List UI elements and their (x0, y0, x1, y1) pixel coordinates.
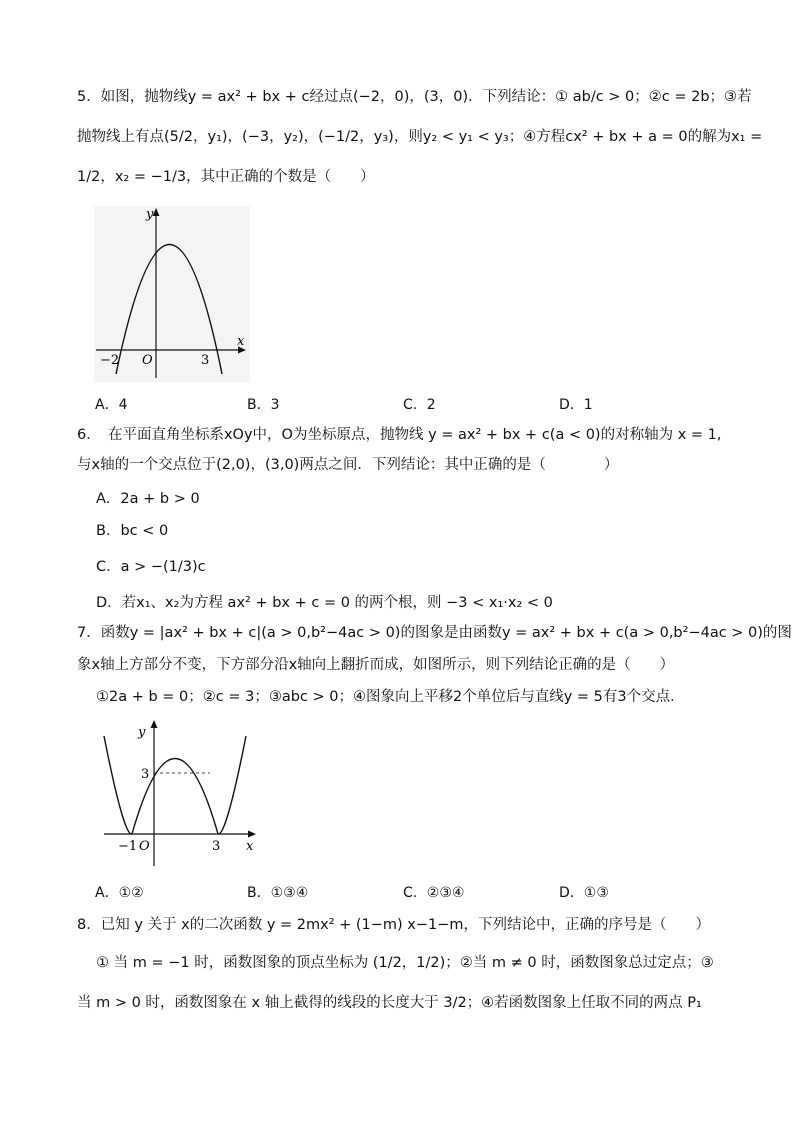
q7-line-2: 象x轴上方部分不变，下方部分沿x轴向上翻折而成，如图所示，则下列结论正确的是（ ） (77, 657, 675, 673)
q7-right-root-label: 3 (212, 839, 221, 854)
q6-option-c[interactable]: C．a > −(1/3)c (96, 559, 206, 575)
q6-line-1: 6． 在平面直角坐标系xOy中，O为坐标原点，抛物线 y = ax² + bx + c(a < 0)的对称轴为 x = 1, (77, 427, 722, 443)
q6-option-d[interactable]: D．若x₁、x₂为方程 ax² + bx + c = 0 的两个根，则 −3 < x₁·x₂ < 0 (96, 595, 553, 611)
q7-x-axis-arrow (248, 831, 256, 838)
q7-line-1: 7．函数y = |ax² + bx + c|(a > 0,b²−4ac > 0)的图象是由函数y = ax² + bx + c(a > 0,b²−4ac > 0)的图 (77, 625, 792, 641)
q7-y-intercept-label: 3 (141, 767, 150, 782)
q5-origin-label: O (142, 353, 153, 368)
q7-left-root-label: −1 (118, 839, 138, 854)
q8-line-2: ① 当 m = −1 时，函数图象的顶点坐标为 (1/2，1/2)；②当 m ≠ 0 时，函数图象总过定点；③ (96, 955, 714, 971)
q7-x-label: x (246, 839, 254, 854)
q5-option-b[interactable]: B．3 (247, 397, 280, 413)
q5-option-d[interactable]: D．1 (559, 397, 593, 413)
q8-line-3: 当 m > 0 时，函数图象在 x 轴上截得的线段的长度大于 3/2；④若函数图象上任取不同的两点 P₁ (77, 995, 702, 1011)
q6-option-b[interactable]: B．bc < 0 (96, 523, 169, 539)
q6-line-2: 与x轴的一个交点位于(2,0)，(3,0)两点之间．下列结论：其中正确的是（ ） (77, 457, 619, 473)
q7-left-branch (104, 736, 132, 834)
q5-line-3: 1/2，x₂ = −1/3，其中正确的个数是（ ） (77, 169, 375, 185)
q5-option-a[interactable]: A．4 (95, 397, 128, 413)
q7-option-b[interactable]: B．①③④ (247, 885, 309, 901)
q7-option-d[interactable]: D．①③ (559, 885, 609, 901)
q8-line-1: 8．已知 y 关于 x的二次函数 y = 2mx² + (1−m) x−1−m，下列结论中，正确的序号是（ ） (77, 917, 711, 933)
q5-left-root-label: −2 (100, 353, 120, 368)
q7-y-axis-arrow (151, 720, 158, 728)
q7-origin-label: O (139, 839, 150, 854)
q5-line-1: 5．如图，抛物线y = ax² + bx + c经过点(−2，0)，(3，0)．下列结论：① ab/c > 0；②c = 2b；③若 (77, 89, 752, 105)
q7-y-label: y (138, 725, 146, 740)
q5-x-label: x (237, 334, 245, 349)
q5-y-axis-arrow (153, 208, 160, 216)
q5-options (95, 394, 715, 416)
q7-line-3: ①2a + b = 0；②c = 3；③abc > 0；④图象向上平移2个单位后与直线y = 5有3个交点． (96, 689, 685, 705)
q5-y-label: y (146, 207, 154, 222)
q7-option-c[interactable]: C．②③④ (403, 885, 465, 901)
q5-line-2: 抛物线上有点(5/2，y₁)，(−3，y₂)，(−1/2，y₃)，则y₂ < y₁ < y₃；④方程cx² + bx + a = 0的解为x₁ = (77, 129, 763, 145)
q6-option-a[interactable]: A．2a + b > 0 (96, 491, 200, 507)
q7-abs-parabola-figure (100, 716, 262, 872)
q7-options (95, 882, 715, 904)
q5-parabola-figure (94, 206, 250, 382)
q5-right-root-label: 3 (201, 353, 210, 368)
q7-right-branch (218, 736, 246, 834)
q5-option-c[interactable]: C．2 (403, 397, 436, 413)
q7-option-a[interactable]: A．①② (95, 885, 144, 901)
